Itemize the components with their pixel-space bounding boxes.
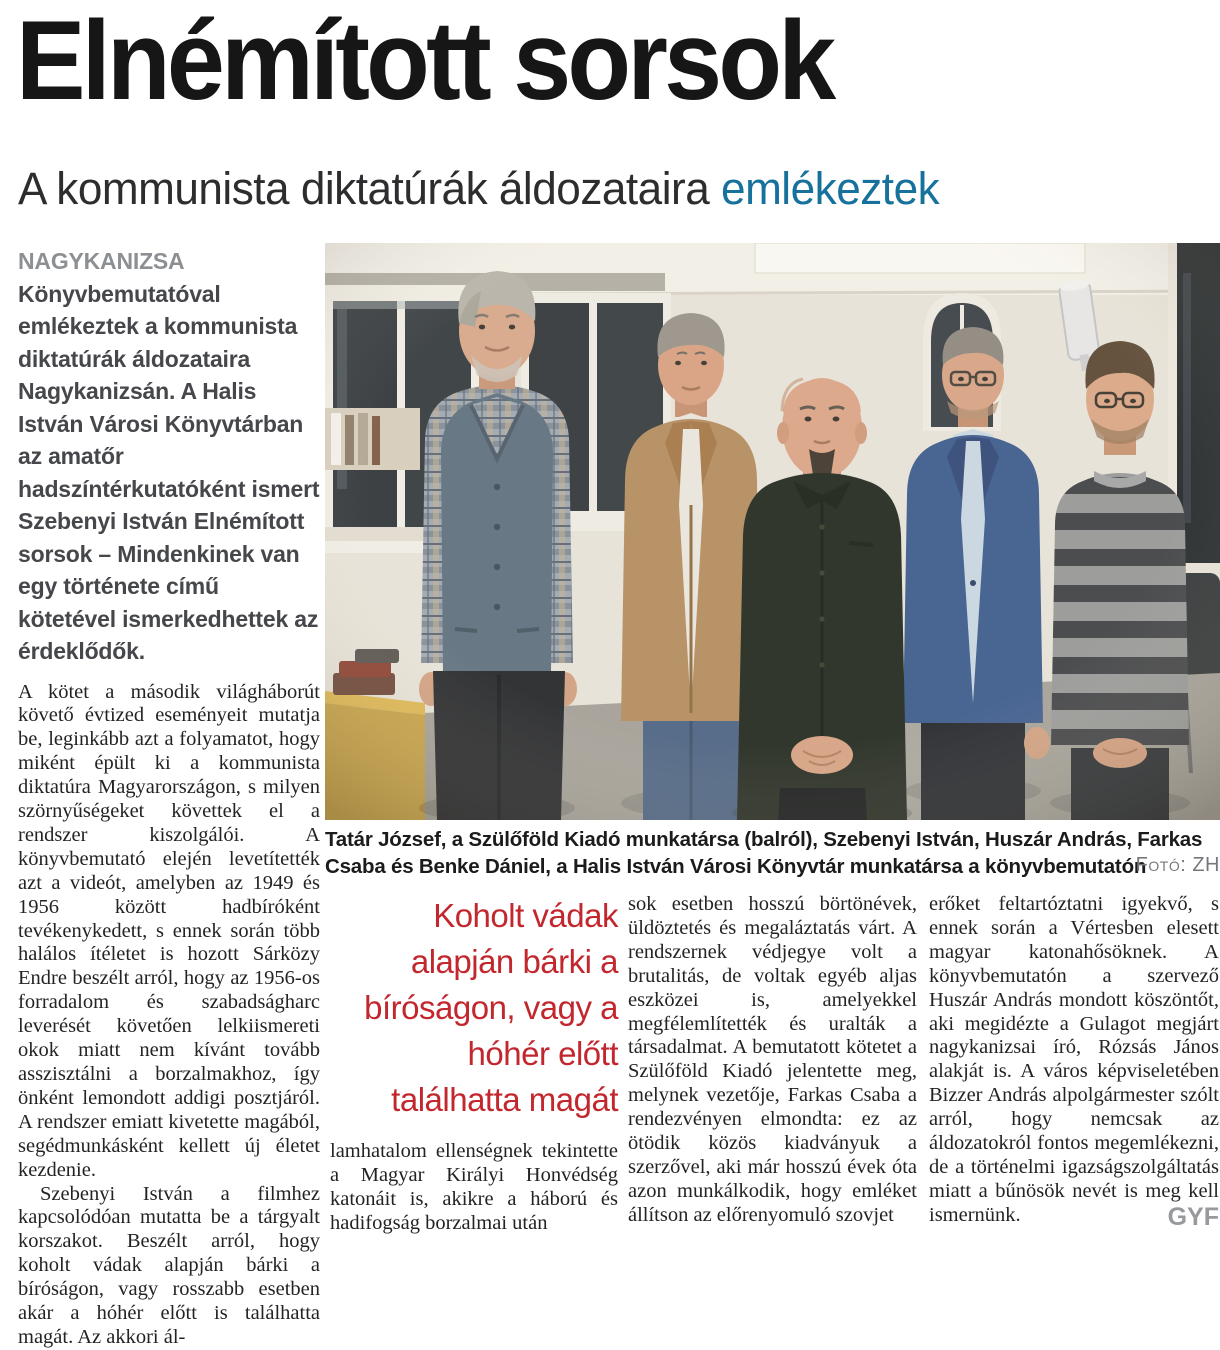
pull-quote: Koholt vádak alapján bárki a bíróságon, vagy a hóhér előtt találhatta magát <box>364 897 618 1118</box>
body-paragraph-1: A kötet a második világháborút követő évtized eseményeit mutatja be, leginkább azt a folyamatot, hogy miként épült ki a kommunista diktatúra Magyarországon, s milyen szörnyűségeket követtek el a rendszer kiszolgálói. A könyvbemutató elején levetítették azt a videót, amelyben az 1949 és 1956 között hadbíróként tevékenykedett, s ennek során több halálos ítéletet is hozott Sárközy Endre beszélt arról, hogy az 1956-os forradalom és szabadságharc leverését követően lelkiismereti okok miatt nem kívánt tovább asszisztálni a borzalmakhoz, így önként lemondott addigi posztjáról. A rendszer emiatt kivetette magából, segédmunkásként kellett új életet kezdenie. <box>18 680 320 1181</box>
left-text-column <box>18 245 320 1350</box>
body-paragraph-2: Szebenyi István a filmhez kapcsolódóan mutatta be a tárgyalt korszakot. Beszélt arról, hogy koholt vádak alapján bárki a bíróságon, vagy rosszabb esetben akár a hóhér előtt is találhatta magát. Az akkori ál- <box>18 1182 320 1348</box>
subheadline-accent: emlékeztek <box>721 163 940 214</box>
lead-paragraph <box>18 245 320 668</box>
text-column-4 <box>929 893 1219 1232</box>
lead-text: Könyvbemutatóval emlékeztek a kommunista diktatúrák áldozataira Nagykanizsán. A Halis István Városi Könyvtárban az amatőr hadszíntérkutatóként ismert Szebenyi István Elnémított sorsok – Mindenkinek van egy története című kötetével ismerkedhettek az érdeklődők. <box>18 280 320 664</box>
photo-caption <box>325 827 1220 880</box>
text-column-3 <box>628 893 917 1228</box>
dateline: NAGYKANIZSA <box>18 248 184 274</box>
column-2-text: lamhatalom ellenségnek tekintette a Magyar Királyi Honvédség katonáit is, akikre a háború és hadifogság borzalmai után <box>330 1140 618 1234</box>
photo-credit-label: Fotó: <box>1135 853 1187 876</box>
photo-credit-value: ZH <box>1192 853 1220 876</box>
column-3-text: sok esetben hosszú börtönévek, üldöztetés és megaláztatás várt. A rendszernek védjegye volt a brutalitás, de voltak egyéb aljas eszközei is, amelyekkel megfélemlítették és uralták a társadalmat. A bemutatott kötetet a Szülőföld Kiadó jelentette meg, melynek vezetője, Farkas Csaba a rendezvényen elmondta: ez az ötödik közös kiadványuk a szerzővel, aki már hosszú évek óta azon munkálkodik, hogy emléket állítson az előrenyomuló szovjet <box>628 893 917 1226</box>
group-photo-illustration <box>325 243 1220 820</box>
subheadline-main: A kommunista diktatúrák áldozataira <box>18 163 710 214</box>
article-photo <box>325 243 1220 820</box>
caption-text: Tatár József, a Szülőföld Kiadó munkatársa (balról), Szebenyi István, Huszár András, Farkas Csaba és Benke Dániel, a Halis István Városi Könyvtár munkatársa a könyvbemutatón <box>325 828 1203 878</box>
text-column-2 <box>330 893 618 1236</box>
photo-credit <box>1136 852 1220 879</box>
page-title: Elnémított sorsok <box>16 0 833 123</box>
subheadline <box>18 164 939 214</box>
author-initials: GYF <box>1167 1202 1219 1231</box>
column-4-text: erőket feltartóztatni igyekvő, s ennek során a Vértesben elesett magyar katonahősöknek. A könyvbemutatón a szervező Huszár András mondott köszöntőt, aki megidézte a Gulagot megjárt nagykanizsai író, Rózsás János alakját is. A város képviseletében Bizzer András alpolgármester szólt arról, hogy nemcsak az áldozatokról fontos megemlékezni, de a történelmi igazságszolgáltatás miatt a bűnösök nevét is meg kell ismernünk. <box>929 893 1219 1226</box>
